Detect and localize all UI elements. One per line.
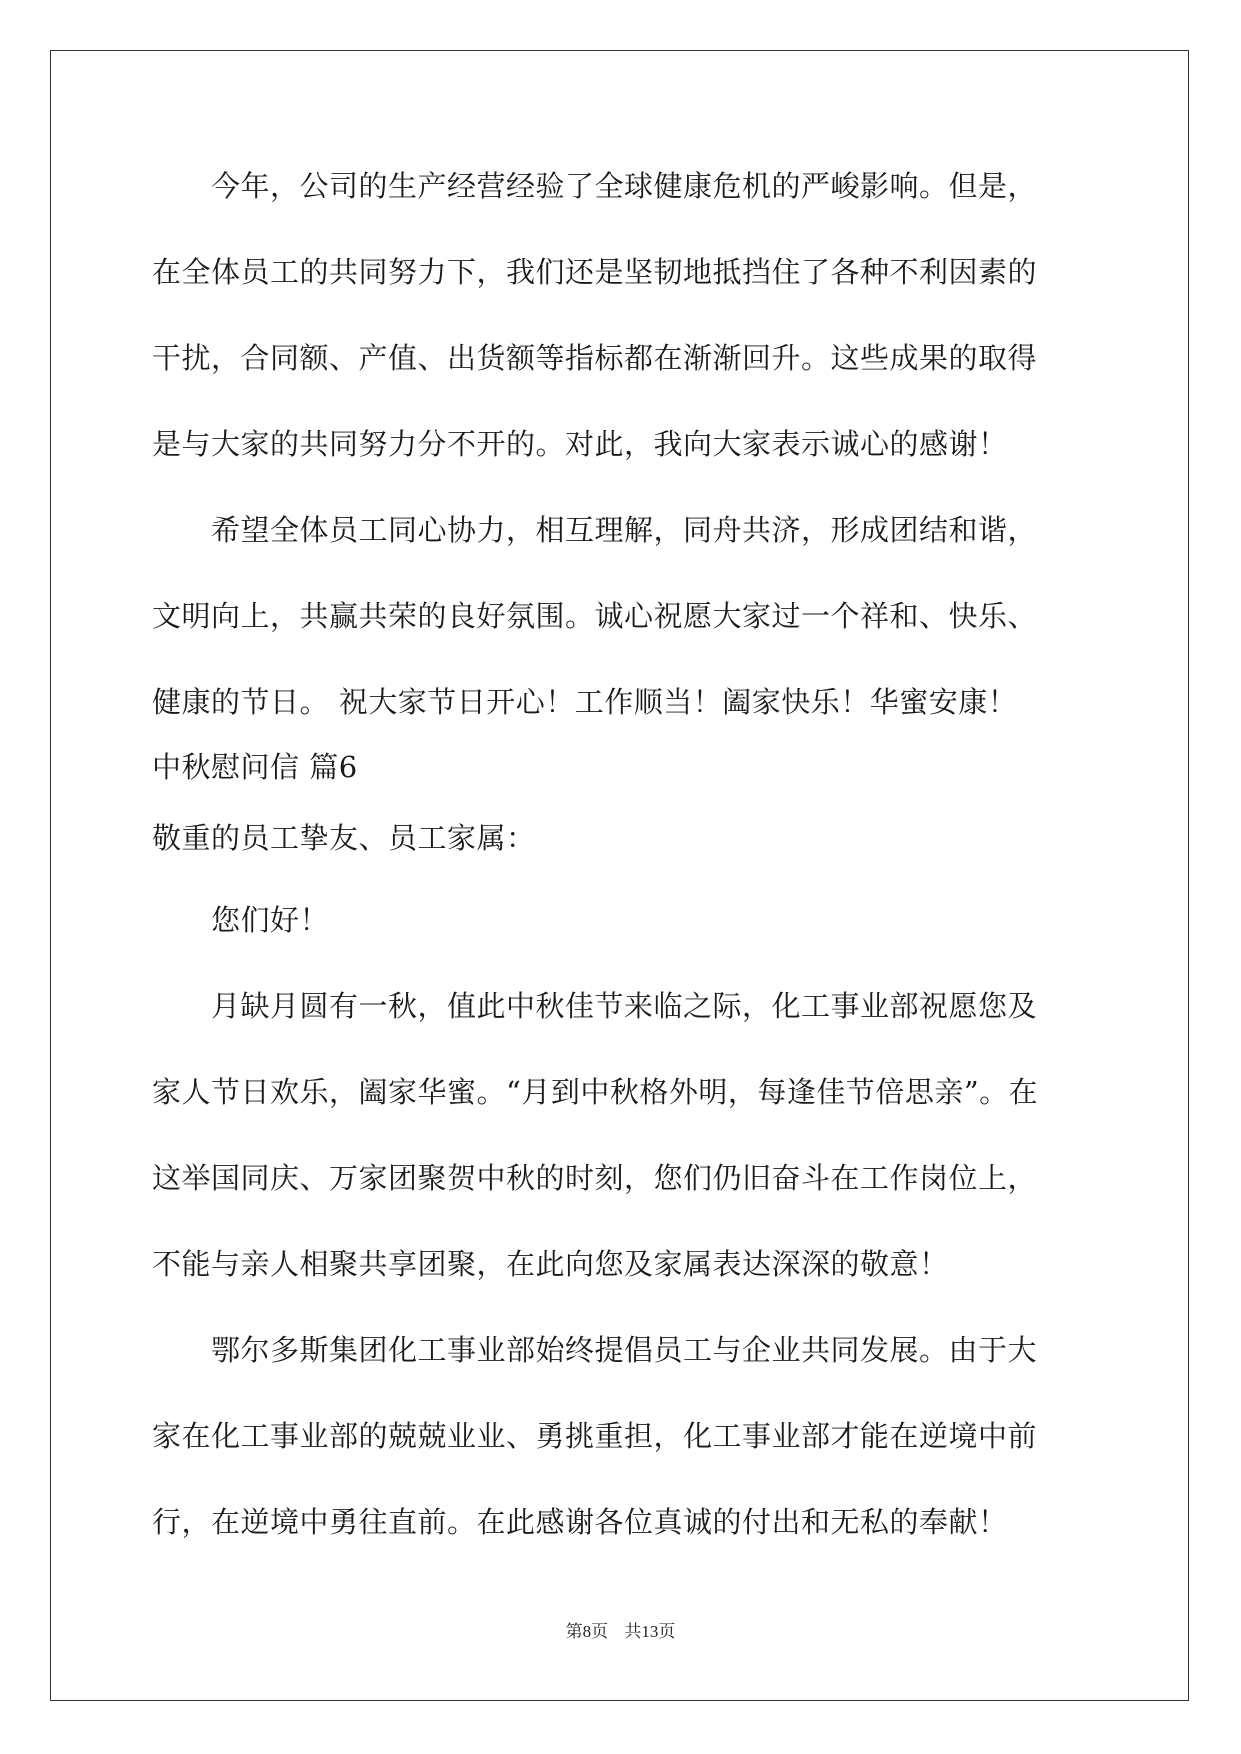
text-line: 月缺月圆有一秋，值此中秋佳节来临之际，化工事业部祝愿您及	[152, 989, 1038, 1023]
text-line: 在全体员工的共同努力下，我们还是坚韧地抵挡住了各种不利因素的	[152, 255, 1038, 289]
page-number: 第8页	[565, 1622, 609, 1641]
section-heading: 中秋慰问信 篇6	[152, 750, 358, 784]
text-line: 文明向上，共赢共荣的良好氛围。诚心祝愿大家过一个祥和、快乐、	[152, 599, 1038, 633]
text-line: 是与大家的共同努力分不开的。对此，我向大家表示诚心的感谢！	[152, 427, 1008, 461]
text-line: 家人节日欢乐，阖家华蜜。“月到中秋格外明，每逢佳节倍思亲”。在	[152, 1075, 1039, 1109]
text-line: 希望全体员工同心协力，相互理解，同舟共济，形成团结和谐，	[152, 513, 1038, 547]
text-line: 家在化工事业部的兢兢业业、勇挑重担，化工事业部才能在逆境中前	[152, 1419, 1038, 1453]
page-footer	[0, 1617, 1241, 1642]
page-total: 共13页	[624, 1622, 676, 1641]
text-line: 健康的节日。 祝大家节日开心！工作顺当！阖家快乐！华蜜安康！	[152, 685, 1018, 719]
text-line: 不能与亲人相聚共享团聚，在此向您及家属表达深深的敬意！	[152, 1247, 949, 1281]
salutation: 敬重的员工挚友、员工家属：	[152, 821, 536, 855]
text-line: 今年，公司的生产经营经验了全球健康危机的严峻影响。但是，	[152, 169, 1038, 203]
text-line: 行，在逆境中勇往直前。在此感谢各位真诚的付出和无私的奉献！	[152, 1505, 1008, 1539]
text-line: 这举国同庆、万家团聚贺中秋的时刻，您们仍旧奋斗在工作岗位上，	[152, 1161, 1038, 1195]
text-line: 鄂尔多斯集团化工事业部始终提倡员工与企业共同发展。由于大	[152, 1333, 1038, 1367]
greeting: 您们好！	[152, 903, 330, 937]
text-line: 干扰，合同额、产值、出货额等指标都在渐渐回升。这些成果的取得	[152, 341, 1038, 375]
